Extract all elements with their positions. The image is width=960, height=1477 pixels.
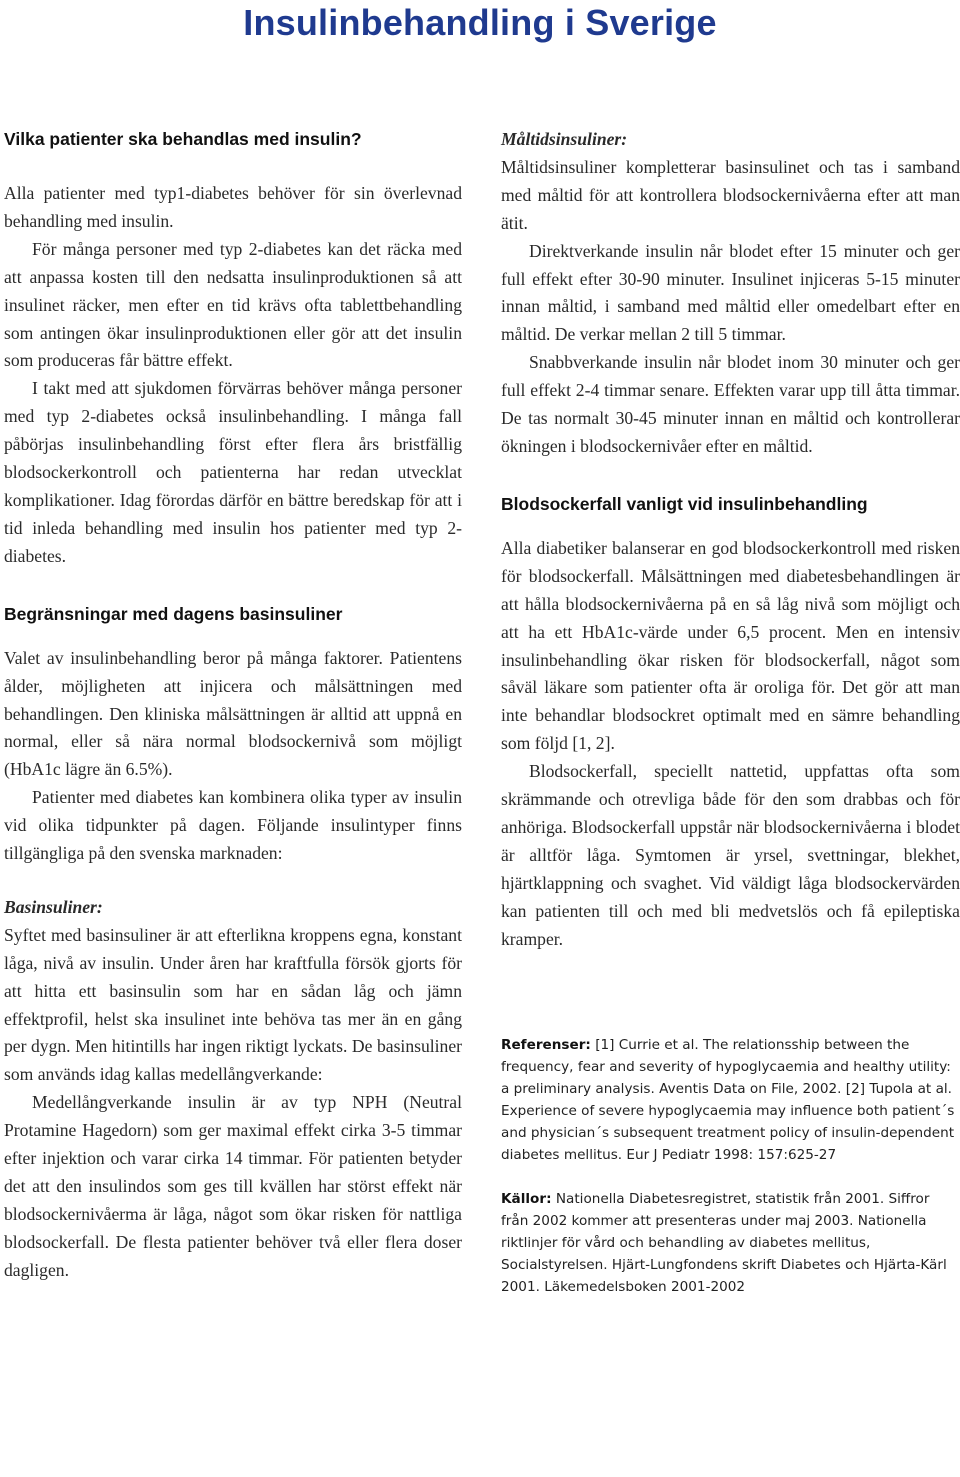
sources-label: Källor:: [501, 1190, 552, 1207]
paragraph-nph: Medellångverkande insulin är av typ NPH (Neutral Protamine Hagedorn) som ger maximal effekt cirka 3-5 timmar efter injektion och varar cirka 14 timmar. För patienten betyder det att den insulindos som ges till kvällen har störst effekt när blodsockernivåerma är låga, något som ökar risken för nattliga blodsockerfall. De flesta patienter behöver två eller flera doser dagligen.: [4, 1092, 462, 1280]
heading-mealtime-insulins: Måltidsinsuliner:: [501, 129, 628, 149]
paragraph-balance: Alla diabetiker balanserar en god blodsockerkontroll med risken för blodsockerfall. Målsättningen med diabetesbehandlingen är att hålla blodsockernivåerna på en så låg nivå som möjligt och att ha ett HbA1c-värde under 6,5 procent. Men en intensiv insulinbehandling ökar risken för blodsockerfall, något som såväl läkare som patienter ofta är oroliga för. Det gör att man inte behandlar blodsockret optimalt med en sämre behandling som följd [1, 2].: [501, 537, 960, 754]
sources: [501, 1189, 960, 1299]
heading-who-should-be-treated: Vilka patienter ska behandlas med insulin?: [4, 129, 362, 149]
references: [501, 1035, 960, 1166]
paragraph-type1: Alla patienter med typ1-diabetes behöver för sin överlevnad behandling med insulin.: [4, 183, 462, 231]
paragraph-type2-diet: För många personer med typ 2-diabetes kan det räcka med att anpassa kosten till den nedsatta insulinproduktionen så att insulinet räcker, men efter en tid krävs ofta tablettbehandling som antingen ökar insulinproduktionen eller gör att det insulin som produceras får bättre effekt.: [4, 238, 462, 371]
paragraph-disease-progression: I takt med att sjukdomen förvärras behöver många personer med typ 2-diabetes också insulinbehandling. I många fall påbörjas insulinbehandling först efter flera års bristfällig blodsockerkontroll och patienterna har redan utvecklat komplikationer. Idag förordas därför en bättre beredskap för att i tid inleda behandling med insulin hos patienter med typ 2-diabetes.: [4, 378, 462, 566]
page-title: Insulinbehandling i Sverige: [243, 2, 717, 43]
heading-basal-insulins: Basinsuliner:: [4, 896, 103, 917]
paragraph-basal-purpose: Syftet med basinsuliner är att efterlikna kroppens egna, konstant låga, nivå av insulin. Under åren har kraftfulla försök gjorts för att hitta ett basinsulin som har en sådan låg och jämn effektprofil, helst ska insulinet inte behöva tas mer än en gång per dygn. Men hitintills har ingen riktigt lyckats. De basinsuliner som används idag kallas medellångverkande:: [4, 924, 462, 1085]
references-label: Referenser:: [501, 1037, 591, 1054]
paragraph-treatment-choice: Valet av insulinbehandling beror på många faktorer. Patientens ålder, möjligheten att injicera och målsättningen med behandlingen. Den kliniska målsättningen är alltid att uppnå en normal, eller så nära normal blodsockernivå som möjligt (HbA1c lägre än 6.5%).: [4, 647, 462, 780]
paragraph-symptoms: Blodsockerfall, speciellt nattetid, uppfattas ofta som skrämmande och otrevliga både för den som drabbas och för anhöriga. Blodsockerfall uppstår när blodsockernivåerna i blodet är alltför låga. Symtomen är yrsel, svettningar, blekhet, hjärtklappning och svaghet. Vid väldigt låga blodsockervärden kan patienten till och med bli medvetslös och få epileptiska kramper.: [501, 761, 960, 949]
heading-basal-limitations: Begränsningar med dagens basinsuliner: [4, 603, 343, 624]
references-text: [1] Currie et al. The relationsship between the frequency, fear and severity of hypoglycaemia and healthy utility: a preliminary analysis. Aventis Data on File, 2002. [2] Tupola at al. Experience of severe hypoglycaemia may influence both patient´s and physician´s subsequent treatment policy of insulin-dependent diabetes mellitus. Eur J Pediatr 1998: 157:625-27: [501, 1037, 955, 1163]
paragraph-rapid-acting: Direktverkande insulin når blodet efter 15 minuter och ger full effekt efter 30-90 minuter. Insulinet injiceras 5-15 minuter innan måltid, i samband med måltid eller omedelbart efter en måltid. De verkar mellan 2 till 5 timmar.: [501, 240, 960, 345]
paragraph-short-acting: Snabbverkande insulin når blodet inom 30 minuter och ger full effekt 2-4 timmar senare. Effekten varar upp till åtta timmar. De tas normalt 30-45 minuter innan en måltid och kontrollerar ökningen i blodsockernivåer efter en måltid.: [501, 352, 960, 456]
left-column: [4, 126, 462, 1285]
heading-hypoglycaemia: Blodsockerfall vanligt vid insulinbehandling: [501, 493, 868, 514]
sources-text: Nationella Diabetesregistret, statistik från 2001. Siffror från 2002 kommer att presenteras under maj 2003. Nationella riktlinjer för vård och behandling av diabetes mellitus, Socialstyrelsen. Hjärt-Lungfondens skrift Diabetes och Hjärta-Kärl 2001. Läkemedelsboken 2001-2002: [501, 1190, 947, 1295]
paragraph-insulin-types: Patienter med diabetes kan kombinera olika typer av insulin vid olika tidpunkter på dagen. Följande insulintyper finns tillgängliga på den svenska marknaden:: [4, 787, 462, 864]
paragraph-mealtime-purpose: Måltidsinsuliner kompletterar basinsulinet och tas i samband med måltid för att kontrollera blodsockernivåerna efter att man ätit.: [501, 156, 960, 233]
right-column: [501, 126, 960, 1298]
